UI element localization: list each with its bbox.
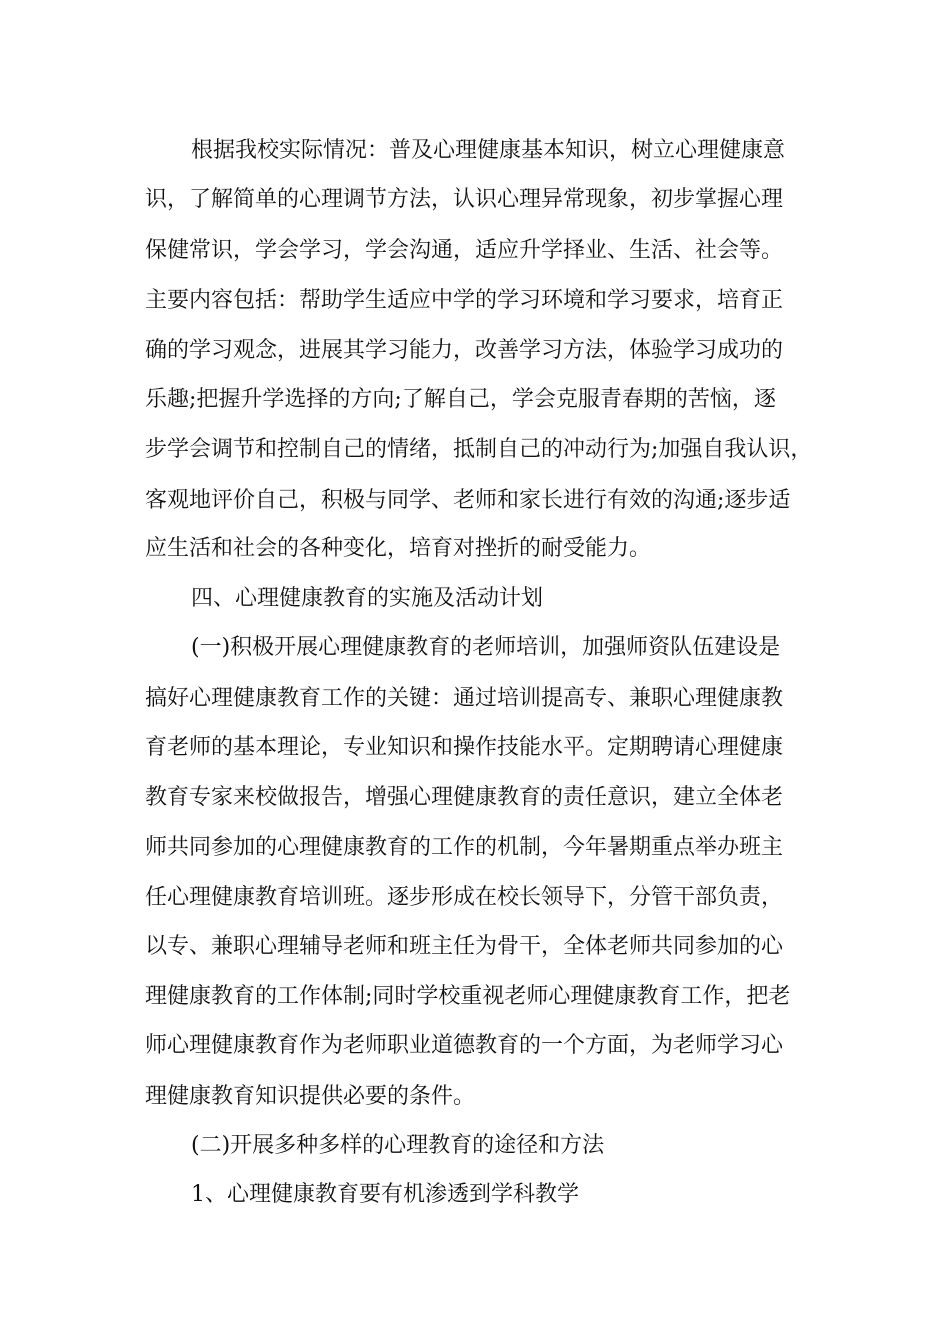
- text-line-16: 任心理健康教育培训班。逐步形成在校长领导下，分管干部负责，: [145, 885, 784, 910]
- text-line-5: 确的学习观念，进展其学习能力，改善学习方法，体验学习成功的: [145, 338, 784, 363]
- text-line-15: 师共同参加的心理健康教育的工作的机制，今年暑期重点举办班主: [145, 835, 784, 860]
- text-line-13: 育老师的基本理论，专业知识和操作技能水平。定期聘请心理健康: [145, 735, 784, 760]
- subsection-heading-2: (二)开展多种多样的心理教育的途径和方法: [191, 1133, 605, 1158]
- text-line-9: 应生活和社会的各种变化，培育对挫折的耐受能力。: [145, 536, 652, 561]
- text-line-4: 主要内容包括：帮助学生适应中学的学习环境和学习要求，培育正: [145, 288, 784, 313]
- text-line-8: 客观地评价自己，积极与同学、老师和家长进行有效的沟通;逐步适: [145, 488, 791, 513]
- text-line-1: 根据我校实际情况：普及心理健康基本知识，树立心理健康意: [191, 138, 786, 163]
- text-line-6: 乐趣;把握升学选择的方向;了解自己，学会克服青春期的苦恼，逐: [145, 387, 776, 412]
- text-line-18: 理健康教育的工作体制;同时学校重视老师心理健康教育工作，把老: [145, 984, 791, 1009]
- text-line-12: 搞好心理健康教育工作的关键：通过培训提高专、兼职心理健康教: [145, 686, 784, 711]
- text-line-14: 教育专家来校做报告，增强心理健康教育的责任意识，建立全体老: [145, 785, 784, 810]
- text-line-3: 保健常识，学会学习，学会沟通，适应升学择业、生活、社会等。: [145, 238, 784, 263]
- text-line-11: (一)积极开展心理健康教育的老师培训，加强师资队伍建设是: [191, 635, 781, 660]
- text-line-19: 师心理健康教育作为老师职业道德教育的一个方面，为老师学习心: [145, 1033, 784, 1058]
- list-item-heading-1: 1、心理健康教育要有机渗透到学科教学: [191, 1182, 579, 1207]
- text-line-7: 步学会调节和控制自己的情绪，抵制自己的冲动行为;加强自我认识，: [145, 437, 813, 462]
- text-line-17: 以专、兼职心理辅导老师和班主任为骨干，全体老师共同参加的心: [145, 934, 784, 959]
- section-heading-4: 四、心理健康教育的实施及活动计划: [191, 586, 544, 611]
- text-line-20: 理健康教育知识提供必要的条件。: [145, 1084, 476, 1109]
- text-line-2: 识，了解简单的心理调节方法，认识心理异常现象，初步掌握心理: [145, 187, 784, 212]
